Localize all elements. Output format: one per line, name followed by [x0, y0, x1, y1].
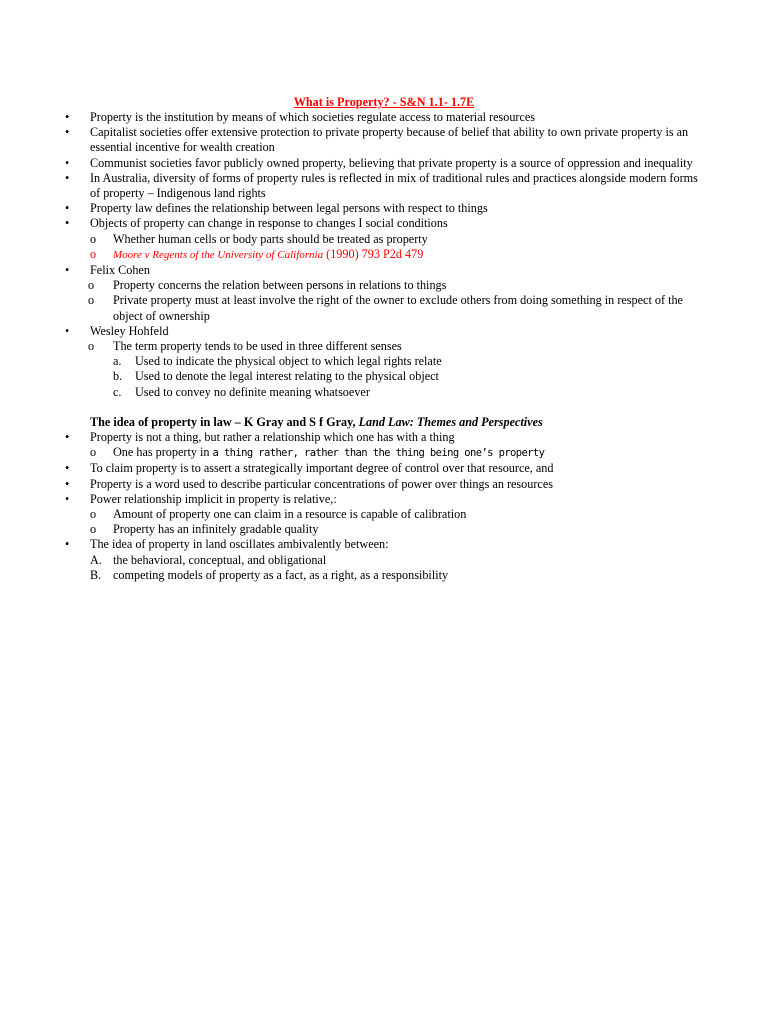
sub-bullet-item [60, 339, 710, 354]
bullet-text: In Australia, diversity of forms of property rules is reflected in mix of traditional rules and practices alongside modern forms of property – Indigenous land rights [90, 170, 698, 201]
sub-bullet-item [60, 293, 710, 323]
sub-bullet-item [60, 247, 710, 263]
bullet-text: Property is a word used to describe particular concentrations of power over things an resources [90, 476, 553, 491]
bullet-text: To claim property is to assert a strategically important degree of control over that resource, and [90, 461, 554, 476]
sub-bullet-marker: o [90, 246, 97, 261]
letter-marker: a. [113, 354, 122, 369]
bullet-text: Power relationship implicit in property is relative,: [90, 491, 337, 506]
bullet-item [60, 461, 710, 476]
bullet-item [60, 324, 710, 339]
bullet-marker: • [65, 110, 70, 124]
bullet-text: Felix Cohen [90, 263, 150, 278]
bullet-item [60, 216, 710, 231]
bullet-marker: • [65, 323, 70, 338]
bullet-text: Communist societies favor publicly owned property, believing that private property is a source of oppression and inequality [90, 155, 693, 170]
sub-bullet-text: Property concerns the relation between persons in relations to things [113, 278, 447, 293]
bullet-item [60, 263, 710, 278]
sub-bullet-text: Private property must at least involve the right of the owner to exclude others from doing something in respect of the object of ownership [113, 293, 683, 323]
sub-bullet-marker: o [90, 522, 97, 537]
bullet-marker: • [65, 263, 70, 278]
heading-book-title: Land Law: Themes and Perspectives [358, 414, 543, 429]
bullet-item [60, 492, 710, 507]
sub-bullet-marker: o [88, 278, 95, 293]
letter-marker: B. [90, 567, 102, 582]
sub-bullet-marker: o [88, 293, 95, 308]
sub-bullet-text: Amount of property one can claim in a resource is capable of calibration [113, 507, 467, 522]
sub-bullet-item [60, 507, 710, 522]
bullet-text: Property is not a thing, but rather a relationship which one has with a thing [90, 430, 455, 445]
section-heading [60, 415, 710, 430]
sub-bullet-text: Property has an infinitely gradable quality [113, 522, 319, 537]
bullet-marker: • [65, 170, 70, 185]
case-name: Moore v Regents of the University of California [113, 248, 324, 261]
bullet-item [60, 110, 710, 125]
document-title: What is Property? - S&N 1.1- 1.7E [293, 95, 475, 109]
lettered-text: the behavioral, conceptual, and obligational [113, 552, 327, 567]
bullet-marker: • [65, 155, 70, 170]
sub-bullet-text: The term property tends to be used in three different senses [113, 339, 402, 354]
bullet-text: Objects of property can change in response to changes I social conditions [90, 216, 448, 231]
sub-bullet-text: One has property in [113, 445, 213, 460]
sub-bullet-marker: o [90, 507, 97, 522]
bullet-item [60, 201, 710, 216]
bullet-text: Property law defines the relationship between legal persons with respect to things [90, 201, 488, 216]
lettered-item [60, 553, 710, 568]
letter-marker: A. [90, 552, 102, 567]
bullet-item [60, 156, 710, 171]
sub-bullet-item [60, 445, 710, 461]
document-body [60, 110, 710, 583]
bullet-text: Capitalist societies offer extensive protection to private property because of belief that ability to own private property is an essential incentive for wealth creation [90, 125, 689, 155]
bullet-text: Property is the institution by means of which societies regulate access to material resources [90, 110, 536, 124]
lettered-text: competing models of property as a fact, as a right, as a responsibility [113, 567, 449, 582]
bullet-marker: • [65, 216, 70, 231]
lettered-item [60, 385, 710, 400]
sub-bullet-item [60, 278, 710, 293]
lettered-item [60, 354, 710, 369]
lettered-text: Used to indicate the physical object to which legal rights relate [135, 354, 442, 369]
bullet-item [60, 537, 710, 552]
sub-bullet-marker: o [90, 231, 97, 246]
lettered-item [60, 568, 710, 583]
sub-bullet-marker: o [88, 339, 95, 354]
lettered-item [60, 369, 710, 384]
bullet-item [60, 477, 710, 492]
sub-bullet-text: Whether human cells or body parts should be treated as property [113, 231, 428, 246]
bullet-item [60, 171, 710, 201]
lettered-text: Used to convey no definite meaning whatsoever [135, 384, 370, 399]
bullet-marker: • [65, 476, 70, 491]
bullet-text: The idea of property in land oscillates ambivalently between: [90, 537, 389, 552]
sub-bullet-item [60, 522, 710, 537]
sub-bullet-marker: o [90, 445, 97, 460]
bullet-marker: • [65, 430, 70, 445]
bullet-marker: • [65, 201, 70, 216]
sub-bullet-item [60, 232, 710, 247]
bullet-text: Wesley Hohfeld [90, 323, 169, 338]
letter-marker: b. [113, 369, 123, 384]
bullet-marker: • [65, 125, 70, 140]
case-citation: (1990) 793 P2d 479 [323, 246, 424, 261]
bullet-marker: • [65, 491, 70, 506]
lettered-text: Used to denote the legal interest relating to the physical object [135, 369, 439, 384]
heading-text: The idea of property in law – K Gray and S f Gray, [90, 414, 359, 429]
bullet-marker: • [65, 461, 70, 476]
bullet-item [60, 430, 710, 445]
sub-bullet-text-mono: a thing rather, rather than the thing being one’s property [212, 447, 545, 460]
bullet-item [60, 125, 710, 155]
bullet-marker: • [65, 537, 70, 552]
letter-marker: c. [113, 384, 122, 399]
